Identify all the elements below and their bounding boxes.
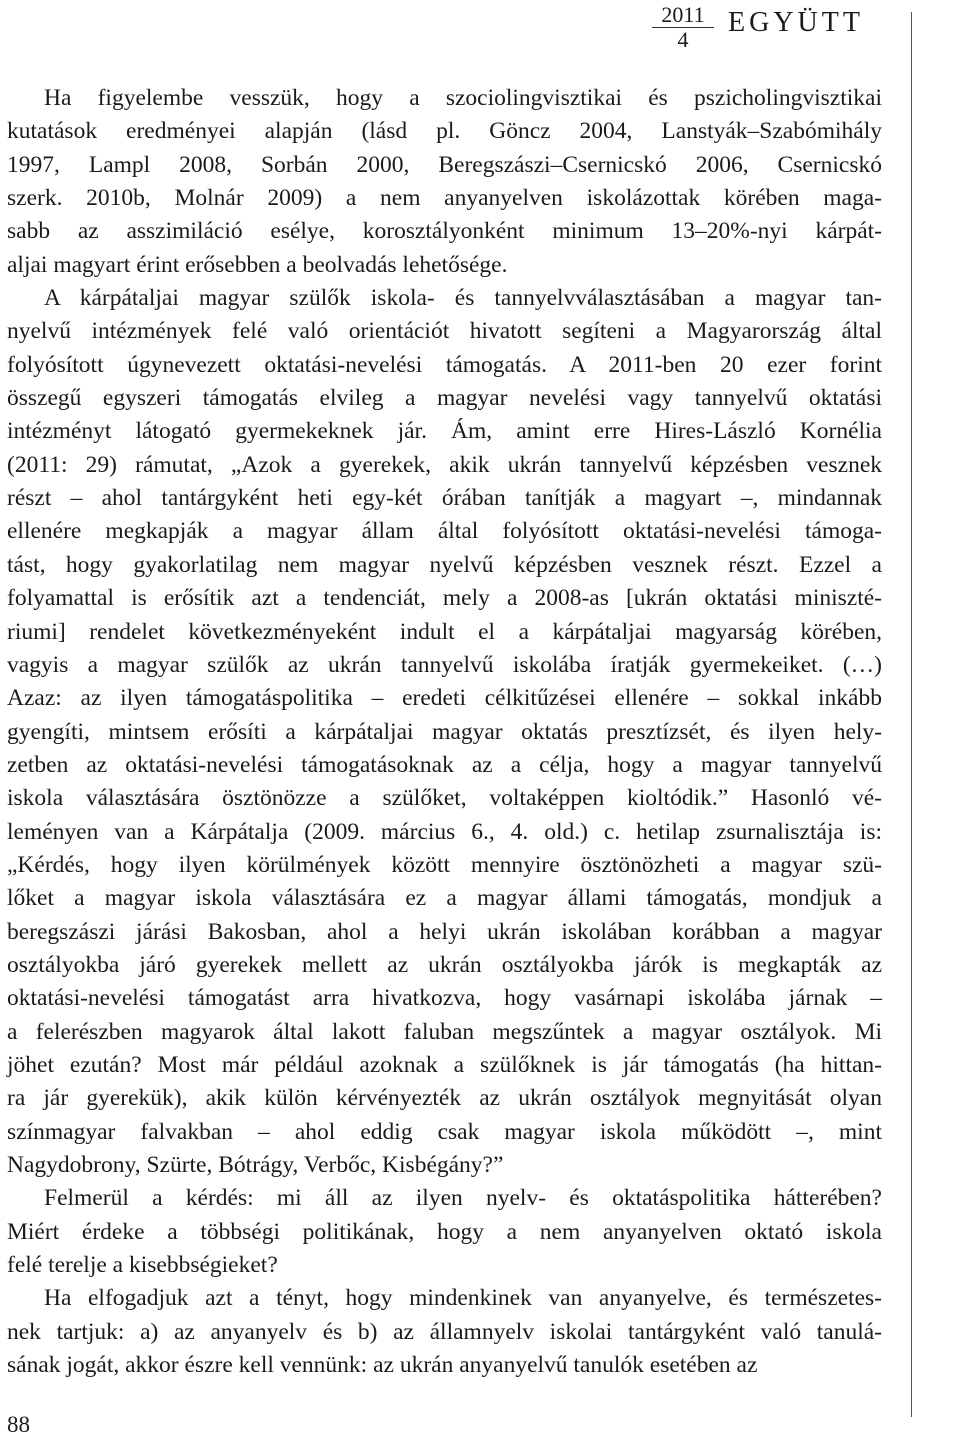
text-line: aljai magyart érint erősebben a beolvadás lehetősége. <box>7 251 508 278</box>
text-line: oktatási-nevelési támogatást arra hivatkozva, hogy vasárnapi iskolába járnak – <box>7 985 882 1012</box>
text-line: 1997, Lampl 2008, Sorbán 2000, Beregszászi–Csernicskó 2006, Csernicskó <box>7 151 882 178</box>
text-line: ra jár gyerekük), akik külön kérvényezték az ukrán osztályok megnyitását olyan <box>7 1085 882 1112</box>
text-line: jöhet ezután? Most már például azoknak a szülőknek is jár támogatás (ha hittan- <box>7 1051 882 1078</box>
text-line: részt – ahol tantárgyként heti egy-két órában tanítják a magyart –, mindannak <box>7 485 882 512</box>
text-line: riumi] rendelet következményeként indult el a kárpátaljai magyarság körében, <box>7 618 882 645</box>
page-number: 88 <box>7 1412 30 1437</box>
text-line: A kárpátaljai magyar szülők iskola- és tannyelvválasztásában a magyar tan- <box>44 285 882 312</box>
paragraph <box>7 282 882 1182</box>
text-line: vagyis a magyar szülők az ukrán tannyelvű iskolába íratják gyermekeiket. (…) <box>7 651 882 678</box>
journal-title: EGYÜTT <box>728 7 864 38</box>
issue-number <box>652 4 714 51</box>
paragraph <box>7 1182 882 1282</box>
text-line: szerk. 2010b, Molnár 2009) a nem anyanyelven iskolázottak körében maga- <box>7 185 882 212</box>
text-line: Felmerül a kérdés: mi áll az ilyen nyelv- és oktatáspolitika hátterében? <box>44 1185 882 1212</box>
text-line: ellenére megkapják a magyar állam által folyósított oktatási-nevelési támoga- <box>7 518 882 545</box>
text-line: sabb az asszimiláció esélye, korosztályonként minimum 13–20%-nyi kárpát- <box>7 218 882 245</box>
article-body <box>7 82 882 1382</box>
text-line: Ha figyelembe vesszük, hogy a szociolingvisztikai és pszicholingvisztikai <box>44 85 882 111</box>
text-line: kutatások eredményei alapján (lásd pl. Göncz 2004, Lanstyák–Szabómihály <box>7 118 882 145</box>
text-line: sának jogát, akkor észre kell vennünk: az ukrán anyanyelvű tanulók esetében az <box>7 1352 758 1379</box>
text-line: felé terelje a kisebbségieket? <box>7 1252 278 1279</box>
text-line: tást, hogy gyakorlatilag nem magyar nyelvű képzésben vesznek részt. Ezzel a <box>7 551 882 578</box>
issue-no: 4 <box>677 27 689 52</box>
margin-rule <box>911 12 912 1417</box>
text-line: Azaz: az ilyen támogatáspolitika – eredeti célkitűzései ellenére – sokkal inkább <box>7 685 882 712</box>
text-line: iskola választására ösztönözze a szülőket, voltaképpen kioltódik.” Hasonló vé- <box>7 785 882 812</box>
text-line: a felerészben magyarok által lakott faluban megszűntek a magyar osztályok. Mi <box>7 1018 882 1045</box>
text-line: zetben az oktatási-nevelési támogatásoknak az a célja, hogy a magyar tannyelvű <box>7 751 882 778</box>
text-line: (2011: 29) rámutat, „Azok a gyerekek, akik ukrán tannyelvű képzésben vesznek <box>7 451 882 478</box>
text-line: intézményt látogató gyermekeknek jár. Ám, amint erre Hires-László Kornélia <box>7 418 882 445</box>
text-line: nek tartjuk: a) az anyanyelv és b) az államnyelv iskolai tantárgyként való tanulá- <box>7 1318 882 1345</box>
text-line: folyósított úgynevezett oktatási-nevelési támogatás. A 2011-ben 20 ezer forint <box>7 351 882 378</box>
text-line: színmagyar falvakban – ahol eddig csak magyar iskola működött –, mint <box>7 1118 882 1145</box>
text-line: folyamattal is erősítik azt a tendenciát, mely a 2008-as [ukrán oktatási miniszté- <box>7 585 882 612</box>
text-line: „Kérdés, hogy ilyen körülmények között mennyire ösztönözheti a magyar szü- <box>7 851 882 878</box>
text-line: nyelvű intézmények felé való orientációt hivatott segíteni a Magyarország által <box>7 318 882 345</box>
text-line: Nagydobrony, Szürte, Bótrágy, Verbőc, Kisbégány?” <box>7 1152 504 1178</box>
text-line: gyengíti, mintsem erősíti a kárpátaljai magyar oktatás presztízsét, és ilyen hely- <box>7 718 882 745</box>
text-line: Ha elfogadjuk azt a tényt, hogy mindenkinek van anyanyelve, és természetes- <box>44 1285 882 1312</box>
paragraph <box>7 1282 882 1382</box>
paragraph <box>7 82 882 282</box>
text-line: lőket a magyar iskola választására ez a magyar állami támogatás, mondjuk a <box>7 885 882 912</box>
text-line: beregszászi járási Bakosban, ahol a helyi ukrán iskolában korábban a magyar <box>7 918 882 945</box>
text-line: leményen van a Kárpátalja (2009. március 6., 4. old.) c. hetilap zsurnalisztája is: <box>7 818 882 845</box>
issue-year: 2011 <box>652 4 714 28</box>
text-line: összegű egyszeri támogatás elvileg a magyar nevelési vagy tannyelvű oktatási <box>7 385 882 412</box>
text-line: Miért érdeke a többségi politikának, hogy a nem anyanyelven oktató iskola <box>7 1218 882 1245</box>
text-line: osztályokba járó gyerekek mellett az ukrán osztályokba járók is megkapták az <box>7 951 882 978</box>
